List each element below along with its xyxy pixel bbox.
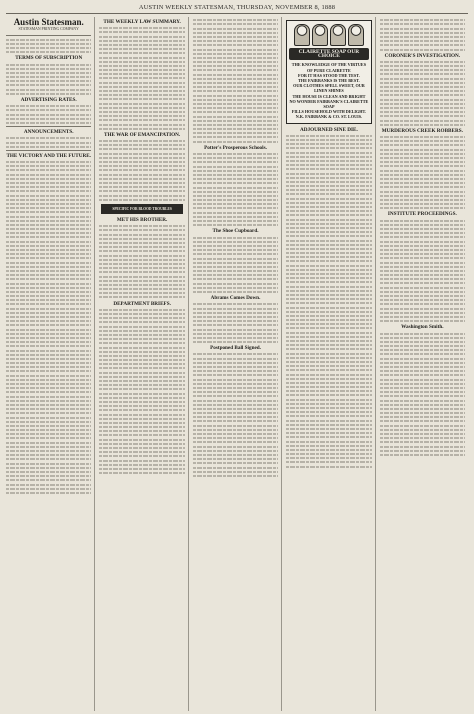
institute-heading: INSTITUTE PROCEEDINGS. xyxy=(387,211,457,218)
law-summary-heading: THE WEEKLY LAW SUMMARY. xyxy=(103,19,181,25)
column-4 xyxy=(286,17,375,711)
ad-line-9: N.K. FAIRBANK & CO. ST. LOUIS. xyxy=(295,114,363,120)
ad-line-3: FOR IT HAS STOOD THE TEST. xyxy=(298,72,360,78)
ad-line-8: FILLS HOUSEHOLD WITH DELIGHT. xyxy=(291,109,367,115)
washington-smith-heading: Washington Smith. xyxy=(401,324,444,331)
paper-title-block xyxy=(6,17,91,36)
ad-line-1: THE KNOWLEDGE OF THE VIRTUES xyxy=(291,62,367,68)
paper-title: Austin Statesman. xyxy=(13,17,84,27)
adjourned-heading: ADJOURNED SINE DIE. xyxy=(300,126,358,133)
schools-heading: Potter's Prosperous Schools. xyxy=(204,144,267,151)
coroner-heading: CORONER'S INVESTIGATION. xyxy=(384,52,461,59)
columns xyxy=(6,17,468,711)
ad-line-2: OF PURE CLAIRETTE xyxy=(307,67,351,73)
ball-heading: Postponed Ball Signed. xyxy=(210,345,261,352)
shoe-cupboard-heading: The Shoe Cupboard. xyxy=(212,228,259,235)
column-2 xyxy=(99,17,188,711)
ad-line-4: THE FAIRBANKS IS THE BEST. xyxy=(298,78,360,84)
clairette-soap-ad xyxy=(286,20,371,124)
abrams-heading: Abrams Comes Down. xyxy=(210,295,261,302)
ad-brand: CLAIRETTE SOAP OUR CHOICE xyxy=(289,48,368,60)
paper-publisher: STATESMAN PRINTING COMPANY xyxy=(18,27,79,31)
department-briefs-heading: DEPARTMENT BRIEFS. xyxy=(113,300,171,307)
met-brother-heading: MET HIS BROTHER. xyxy=(116,217,168,224)
ad-line-5: OUR CLOTHES SPELL SWEET, OUR LINEN SHINES xyxy=(293,83,365,94)
ad-line-7: NO WONDER FAIRBANK'S CLAIRETTE SOAP xyxy=(289,98,369,110)
announcements-heading: ANNOUNCEMENTS. xyxy=(23,129,74,136)
ad-rates-heading: ADVERTISING RATES. xyxy=(20,97,77,104)
masthead: AUSTIN WEEKLY STATESMAN, THURSDAY, NOVEMBER 8, 1888 xyxy=(6,4,468,14)
ad-illustration xyxy=(289,24,368,46)
column-1-text xyxy=(6,39,91,54)
column-5 xyxy=(380,17,468,711)
emancipation-heading: THE WAR OF EMANCIPATION. xyxy=(104,131,181,138)
blood-specific-ad: SPECIFIC FOR BLOOD TROUBLES xyxy=(101,204,182,214)
column-3 xyxy=(193,17,282,711)
terms-heading: TERMS OF SUBSCRIPTION xyxy=(15,55,83,62)
creek-robbers-heading: MURDEROUS CREEK ROBBERS. xyxy=(381,127,463,134)
victory-heading: THE VICTORY AND THE FUTURE. xyxy=(6,152,91,159)
ad-line-6: THE HOUSE IS CLEAN AND BRIGHT xyxy=(292,93,366,99)
column-1 xyxy=(6,17,95,711)
